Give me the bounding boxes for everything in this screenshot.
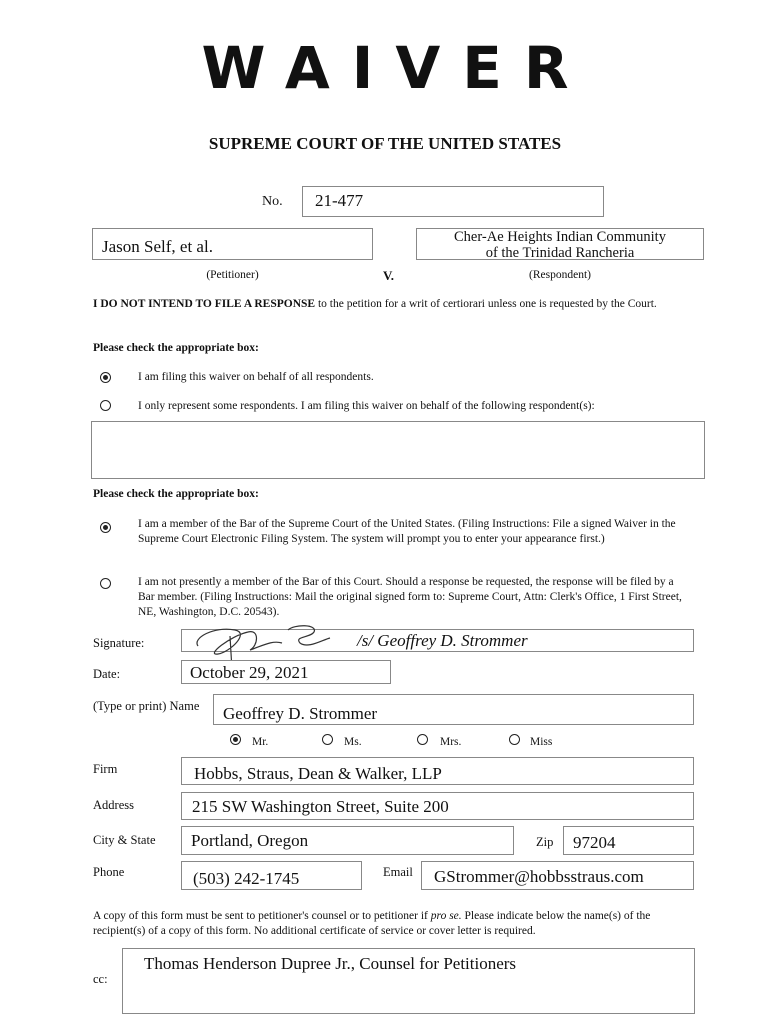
- radio-some-respondents[interactable]: [100, 400, 111, 411]
- respondent-field[interactable]: [416, 228, 704, 260]
- firm-field[interactable]: [181, 757, 694, 785]
- address-field[interactable]: [181, 792, 694, 820]
- respondent-value-line2: of the Trinidad Rancheria: [485, 245, 635, 261]
- city-state-label: City & State: [93, 833, 156, 847]
- copy-notice-part1: A copy of this form must be sent to petitioner's counsel or to petitioner if: [93, 910, 431, 922]
- form-title: WAIVER: [201, 34, 591, 102]
- petitioner-caption: (Petitioner): [206, 269, 259, 281]
- case-number-label: No.: [262, 194, 283, 209]
- name-field[interactable]: [213, 694, 694, 725]
- phone-field[interactable]: [181, 861, 362, 890]
- city-state-value: Portland, Oregon: [191, 831, 309, 850]
- radio-title-mrs[interactable]: [417, 734, 428, 745]
- date-value: October 29, 2021: [190, 663, 309, 682]
- copy-notice: [93, 909, 697, 939]
- phone-value: (503) 242-1745: [193, 869, 300, 888]
- name-value: Geoffrey D. Strommer: [223, 704, 378, 723]
- date-label: Date:: [93, 667, 121, 681]
- zip-value: 97204: [573, 833, 616, 852]
- option-bar-member-label: I am a member of the Bar of the Supreme Court of the United States. (Filing Instructions: File a signed Waiver in the Supreme Court Electronic Filing System. The system will prompt you to enter your appearance first.): [138, 518, 676, 545]
- copy-notice-part2: Please indicate below the name(s) of the recipient(s) of a copy of this form. No additional certificate of service or cover letter is required.: [93, 910, 651, 937]
- petitioner-value: Jason Self, et al.: [102, 237, 213, 256]
- title-ms-label: Ms.: [344, 736, 362, 748]
- date-field[interactable]: [181, 660, 391, 684]
- radio-title-mr[interactable]: [230, 734, 241, 745]
- radio-title-ms[interactable]: [322, 734, 333, 745]
- title-mr-label: Mr.: [252, 736, 269, 748]
- phone-label: Phone: [93, 865, 125, 879]
- email-value: GStrommer@hobbsstraus.com: [434, 867, 644, 886]
- option-all-respondents-label: I am filing this waiver on behalf of all respondents.: [138, 371, 374, 383]
- respondent-caption: (Respondent): [529, 269, 591, 281]
- cc-field[interactable]: [122, 948, 695, 1014]
- intent-rest: to the petition for a writ of certiorari unless one is requested by the Court.: [315, 298, 657, 310]
- name-label: (Type or print) Name: [93, 699, 200, 713]
- respondent-value-line1: Cher-Ae Heights Indian Community: [454, 229, 666, 245]
- case-number-field[interactable]: [302, 186, 604, 217]
- radio-bar-member[interactable]: [100, 522, 111, 533]
- intent-statement: [93, 297, 703, 312]
- option-some-respondents-label: I only represent some respondents. I am filing this waiver on behalf of the following respondent(s):: [138, 400, 595, 412]
- petitioner-field[interactable]: [92, 228, 373, 260]
- option-not-bar-member-label: I am not presently a member of the Bar of this Court. Should a response be requested, the response will be filed by a Bar member. (Filing Instructions: Mail the original signed form to: Supreme Court, Attn: Clerk's Office, 1 First Street, NE, Washington, D.C. 20543).: [138, 576, 682, 618]
- zip-label: Zip: [536, 835, 554, 849]
- firm-label: Firm: [93, 762, 118, 776]
- radio-not-bar-member[interactable]: [100, 578, 111, 589]
- signature-label: Signature:: [93, 636, 145, 650]
- court-name: SUPREME COURT OF THE UNITED STATES: [208, 134, 562, 153]
- city-state-field[interactable]: [181, 826, 514, 855]
- cc-label: cc:: [93, 972, 108, 986]
- title-miss-label: Miss: [530, 736, 553, 748]
- radio-all-respondents[interactable]: [100, 372, 111, 383]
- intent-bold: I DO NOT INTEND TO FILE A RESPONSE: [93, 298, 316, 310]
- email-field[interactable]: [421, 861, 694, 890]
- address-value: 215 SW Washington Street, Suite 200: [192, 797, 449, 816]
- case-number-value: 21-477: [315, 191, 364, 210]
- email-label: Email: [383, 865, 413, 879]
- section2-heading: Please check the appropriate box:: [93, 488, 259, 500]
- copy-notice-italic: pro se.: [430, 910, 462, 922]
- radio-title-miss[interactable]: [509, 734, 520, 745]
- versus-label: V.: [383, 268, 394, 283]
- firm-value: Hobbs, Straus, Dean & Walker, LLP: [194, 764, 442, 783]
- zip-field[interactable]: [563, 826, 694, 855]
- signature-value: /s/ Geoffrey D. Strommer: [357, 631, 528, 650]
- title-mrs-label: Mrs.: [440, 736, 462, 748]
- address-label: Address: [93, 798, 134, 812]
- respondents-list-field[interactable]: [91, 421, 705, 479]
- section1-heading: Please check the appropriate box:: [93, 342, 259, 354]
- cc-value: Thomas Henderson Dupree Jr., Counsel for Petitioners: [144, 954, 517, 973]
